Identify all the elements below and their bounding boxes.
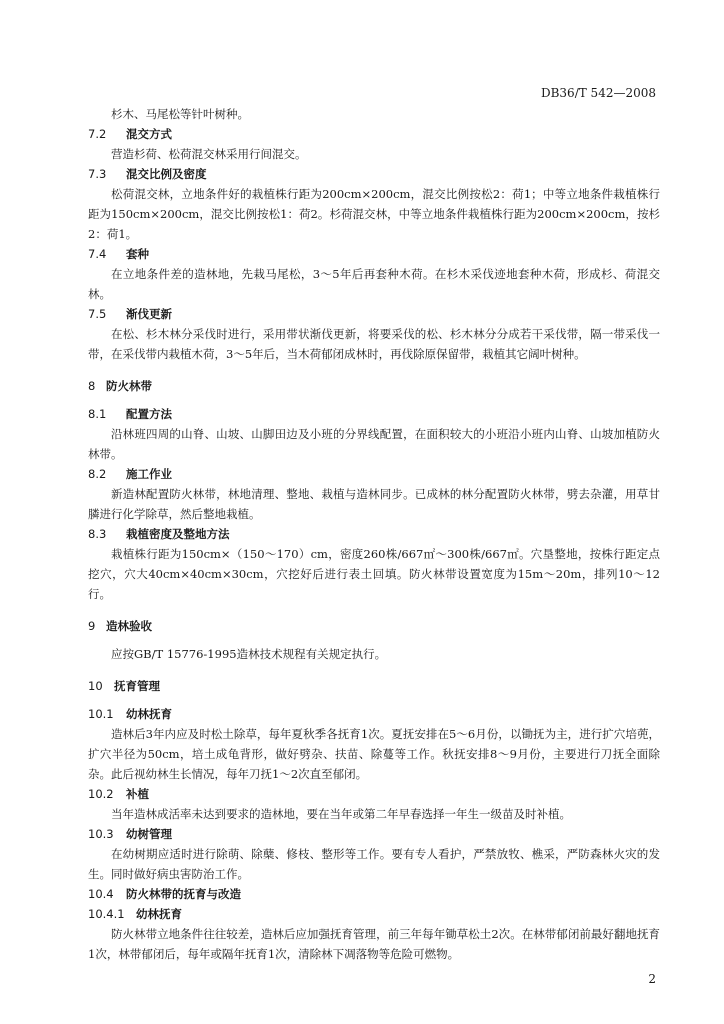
section-number: 10.4 bbox=[88, 887, 114, 901]
section-heading-10-2 bbox=[88, 784, 660, 804]
paragraph: 栽植株行距为150cm×（150～170）cm，密度260株/667㎡～300株/667㎡。穴垦整地，按株行距定点挖穴，穴大40cm×40cm×30cm，穴挖好后进行表土回填。防火林带设置宽度为15m～20m，排列10～12行。 bbox=[88, 547, 660, 601]
paragraph: 防火林带立地条件往往较差，造林后应加强抚育管理，前三年每年锄草松土2次。在林带郁闭前最好翻地抚育1次，林带郁闭后，每年或隔年抚育1次，清除林下凋落物等危险可燃物。 bbox=[88, 927, 660, 961]
chapter-number: 10 bbox=[88, 679, 103, 693]
paragraph: 造林后3年内应及时松土除草，每年夏秋季各抚育1次。夏抚安排在5～6月份，以锄抚为主，进行扩穴培蔸，扩穴半径为50cm，培土成龟背形，做好劈杂、扶苗、除蔓等工作。秋抚安排8～9月份，主要进行刀抚全面除杂。此后视幼林生长情况，每年刀抚1～2次直至郁闭。 bbox=[88, 727, 660, 781]
chapter-heading-10 bbox=[88, 676, 660, 696]
section-number: 7.4 bbox=[88, 247, 107, 261]
section-title: 幼树管理 bbox=[126, 827, 172, 841]
section-number: 10.2 bbox=[88, 787, 114, 801]
section-title: 施工作业 bbox=[126, 467, 172, 481]
section-title: 幼林抚育 bbox=[126, 707, 172, 721]
section-number: 7.5 bbox=[88, 307, 107, 321]
section-title: 渐伐更新 bbox=[126, 307, 172, 321]
section-heading-7-3 bbox=[88, 164, 660, 184]
paragraph: 松荷混交林，立地条件好的栽植株行距为200cm×200cm，混交比例按松2：荷1；中等立地条件栽植株行距为150cm×200cm，混交比例按松1：荷2。杉荷混交林，中等立地条件栽植株行距为200cm×200cm，按杉2：荷1。 bbox=[88, 187, 660, 241]
section-title: 混交方式 bbox=[126, 127, 172, 141]
paragraph: 应按GB/T 15776-1995造林技术规程有关规定执行。 bbox=[111, 647, 387, 661]
section-heading-7-5 bbox=[88, 304, 660, 324]
chapter-heading-9 bbox=[88, 616, 660, 636]
paragraph: 在幼树期应适时进行除萌、除蘖、修枝、整形等工作。要有专人看护，严禁放牧、樵采，严防森林火灾的发生。同时做好病虫害防治工作。 bbox=[88, 847, 660, 881]
paragraph: 在立地条件差的造林地，先栽马尾松，3～5年后再套种木荷。在杉木采伐迹地套种木荷，形成杉、荷混交林。 bbox=[88, 267, 660, 301]
paragraph: 当年造林成活率未达到要求的造林地，要在当年或第二年早春选择一年生一级苗及时补植。 bbox=[111, 807, 571, 821]
chapter-heading-8 bbox=[88, 376, 660, 396]
paragraph: 沿林班四周的山脊、山坡、山脚田边及小班的分界线配置，在面积较大的小班沿小班内山脊、山坡加植防火林带。 bbox=[88, 427, 660, 461]
section-number: 8.2 bbox=[88, 467, 107, 481]
section-heading-10-3 bbox=[88, 824, 660, 844]
section-heading-8-2 bbox=[88, 464, 660, 484]
standard-number: DB36/T 542—2008 bbox=[540, 86, 656, 100]
section-number: 7.3 bbox=[88, 167, 107, 181]
section-heading-10-1 bbox=[88, 704, 660, 724]
chapter-title: 抚育管理 bbox=[114, 679, 160, 693]
chapter-title: 造林验收 bbox=[106, 619, 152, 633]
section-heading-10-4 bbox=[88, 884, 660, 904]
section-heading-10-4-1 bbox=[88, 904, 660, 924]
section-title: 混交比例及密度 bbox=[126, 167, 207, 181]
paragraph: 新造林配置防火林带，林地清理、整地、栽植与造林同步。已成林的林分配置防火林带，劈去杂灌，用草甘膦进行化学除草，然后整地栽植。 bbox=[88, 487, 660, 521]
section-number: 8.3 bbox=[88, 527, 107, 541]
section-number: 10.1 bbox=[88, 707, 114, 721]
chapter-number: 8 bbox=[88, 379, 96, 393]
section-number: 7.2 bbox=[88, 127, 107, 141]
paragraph: 在松、杉木林分采伐时进行，采用带状渐伐更新，将要采伐的松、杉木林分分成若干采伐带，隔一带采伐一带，在采伐带内栽植木荷，3～5年后，当木荷郁闭成林时，再伐除原保留带，栽植其它阔叶树种。 bbox=[88, 327, 660, 361]
section-heading-8-1 bbox=[88, 404, 660, 424]
section-title: 补植 bbox=[126, 787, 149, 801]
page-number: 2 bbox=[648, 972, 656, 986]
section-heading-8-3 bbox=[88, 524, 660, 544]
paragraph: 营造杉荷、松荷混交林采用行间混交。 bbox=[111, 147, 307, 161]
paragraph: 杉木、马尾松等针叶树种。 bbox=[111, 107, 249, 121]
section-heading-7-4 bbox=[88, 244, 660, 264]
section-title: 防火林带的抚育与改造 bbox=[126, 887, 241, 901]
section-number: 10.4.1 bbox=[88, 907, 125, 921]
chapter-title: 防火林带 bbox=[106, 379, 152, 393]
chapter-number: 9 bbox=[88, 619, 96, 633]
section-title: 套种 bbox=[126, 247, 149, 261]
section-title: 配置方法 bbox=[126, 407, 172, 421]
section-number: 10.3 bbox=[88, 827, 114, 841]
section-title: 幼林抚育 bbox=[136, 907, 182, 921]
section-number: 8.1 bbox=[88, 407, 107, 421]
page-content bbox=[88, 104, 660, 964]
section-heading-7-2 bbox=[88, 124, 660, 144]
section-title: 栽植密度及整地方法 bbox=[126, 527, 230, 541]
